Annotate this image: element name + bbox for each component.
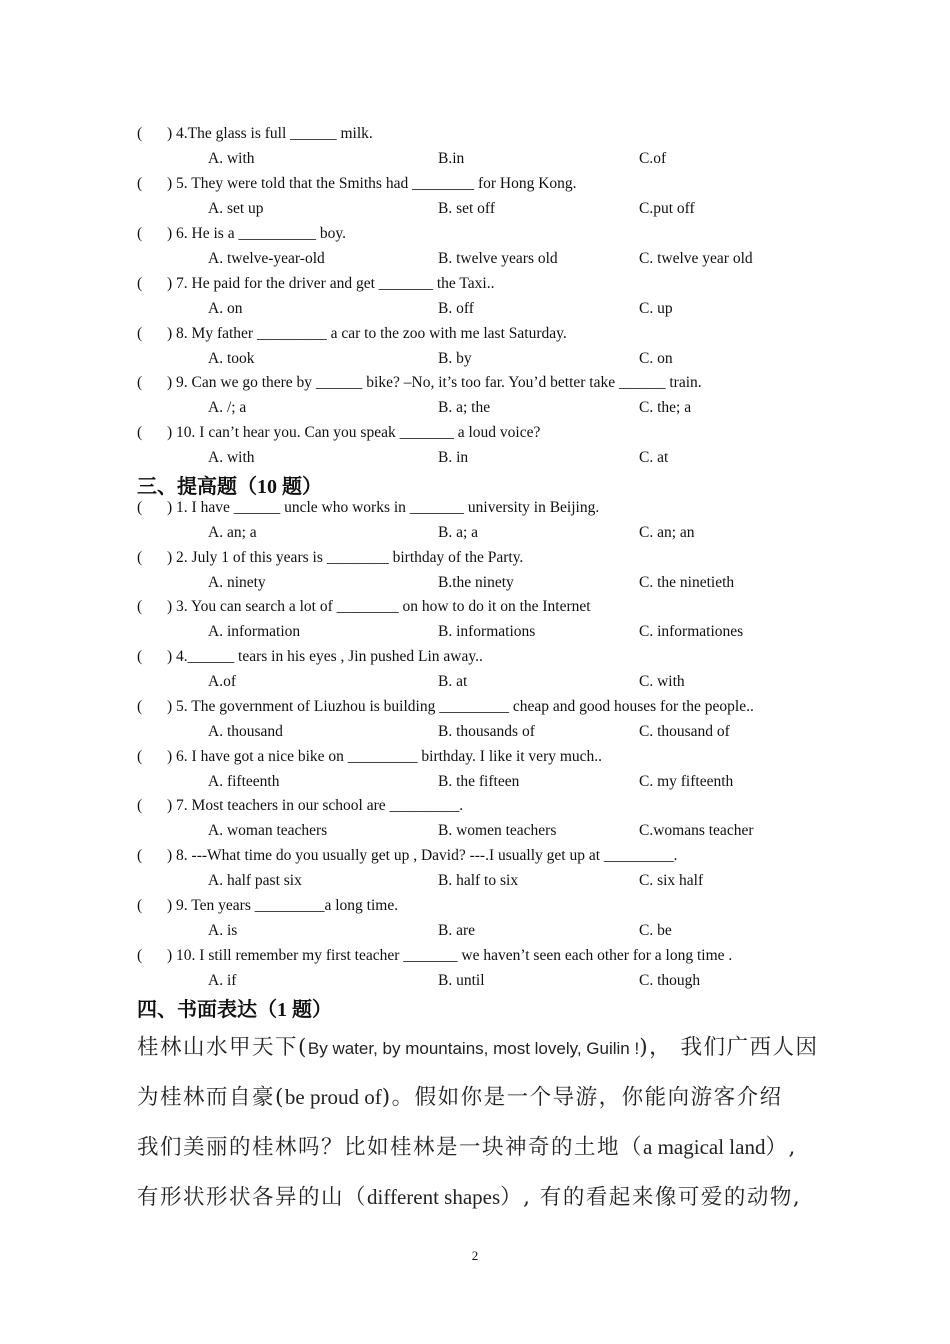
- option-c: C. my fifteenth: [639, 773, 734, 790]
- option-a: A. on: [208, 300, 243, 317]
- question-stem: ( ) 9. Can we go there by ______ bike? –No, it’s too far. You’d better take ______ train.: [137, 374, 702, 391]
- answer-blank: (: [137, 225, 143, 242]
- question-stem: ( ) 8. ---What time do you usually get up , David? ---.I usually get up at _________.: [137, 847, 678, 864]
- answer-blank: (: [137, 424, 143, 441]
- option-a: A. half past six: [208, 872, 302, 889]
- question-stem: ( ) 1. I have ______ uncle who works in _______ university in Beijing.: [137, 499, 600, 516]
- essay-line: 我们美丽的桂林吗？比如桂林是一块神奇的土地（a magical land）,: [137, 1135, 797, 1160]
- answer-blank: (: [137, 125, 143, 142]
- option-b: B. set off: [438, 200, 495, 217]
- answer-blank: (: [137, 698, 143, 715]
- option-c: C. on: [639, 350, 673, 367]
- section-heading: 四、书面表达（1 题）: [137, 999, 332, 1021]
- option-a: A.of: [208, 673, 236, 690]
- option-a: A. thousand: [208, 723, 283, 740]
- option-b: B. thousands of: [438, 723, 535, 740]
- option-b: B. a; the: [438, 399, 491, 416]
- option-b: B. until: [438, 972, 485, 989]
- answer-blank: (: [137, 549, 143, 566]
- option-a: A. an; a: [208, 524, 257, 541]
- question-stem: ( ) 7. He paid for the driver and get _______ the Taxi..: [137, 275, 495, 292]
- option-b: B.in: [438, 150, 465, 167]
- option-c: C. up: [639, 300, 673, 317]
- option-a: A. took: [208, 350, 255, 367]
- option-a: A. twelve-year-old: [208, 250, 325, 267]
- option-c: C. thousand of: [639, 723, 730, 740]
- option-b: B. are: [438, 922, 476, 939]
- option-c: C. six half: [639, 872, 704, 889]
- answer-blank: (: [137, 648, 143, 665]
- option-c: C. with: [639, 673, 685, 690]
- question-stem: ( ) 3. You can search a lot of ________ on how to do it on the Internet: [137, 598, 591, 615]
- option-c: C. the; a: [639, 399, 692, 416]
- option-a: A. ninety: [208, 574, 266, 591]
- option-c: C. an; an: [639, 524, 695, 541]
- option-b: B. half to six: [438, 872, 519, 889]
- option-a: A. if: [208, 972, 237, 989]
- answer-blank: (: [137, 847, 143, 864]
- question-stem: ( ) 6. He is a __________ boy.: [137, 225, 346, 242]
- answer-blank: (: [137, 374, 143, 391]
- answer-blank: (: [137, 947, 143, 964]
- option-a: A. with: [208, 449, 255, 466]
- question-stem: ( ) 10. I still remember my first teacher _______ we haven’t seen each other for a long time .: [137, 947, 733, 964]
- answer-blank: (: [137, 748, 143, 765]
- option-a: A. with: [208, 150, 255, 167]
- question-stem: ( ) 4.______ tears in his eyes , Jin pushed Lin away..: [137, 648, 483, 665]
- option-c: C. at: [639, 449, 669, 466]
- option-b: B. the fifteen: [438, 773, 520, 790]
- option-b: B.the ninety: [438, 574, 514, 591]
- answer-blank: (: [137, 175, 143, 192]
- essay-line: 为桂林而自豪(be proud of)。假如你是一个导游，你能向游客介绍: [137, 1085, 783, 1110]
- option-b: B. a; a: [438, 524, 479, 541]
- essay-line: 桂林山水甲天下(By water, by mountains, most lovely, Guilin !)， 我们广西人因: [137, 1035, 819, 1060]
- option-a: A. information: [208, 623, 301, 640]
- question-stem: ( ) 4.The glass is full ______ milk.: [137, 125, 373, 142]
- question-stem: ( ) 7. Most teachers in our school are _________.: [137, 797, 464, 814]
- option-b: B. women teachers: [438, 822, 557, 839]
- question-stem: ( ) 2. July 1 of this years is ________ birthday of the Party.: [137, 549, 524, 566]
- option-c: C. informationes: [639, 623, 744, 640]
- option-a: A. is: [208, 922, 238, 939]
- question-stem: ( ) 6. I have got a nice bike on _________ birthday. I like it very much..: [137, 748, 603, 765]
- option-b: B. at: [438, 673, 468, 690]
- answer-blank: (: [137, 499, 143, 516]
- answer-blank: (: [137, 797, 143, 814]
- answer-blank: (: [137, 598, 143, 615]
- question-stem: ( ) 10. I can’t hear you. Can you speak _______ a loud voice?: [137, 424, 541, 441]
- option-b: B. in: [438, 449, 469, 466]
- option-b: B. off: [438, 300, 474, 317]
- option-c: C. the ninetieth: [639, 574, 735, 591]
- question-stem: ( ) 9. Ten years _________a long time.: [137, 897, 399, 914]
- option-c: C.of: [639, 150, 667, 167]
- question-stem: ( ) 8. My father _________ a car to the zoo with me last Saturday.: [137, 325, 567, 342]
- option-c: C. though: [639, 972, 701, 989]
- answer-blank: (: [137, 897, 143, 914]
- option-a: A. /; a: [208, 399, 247, 416]
- option-a: A. woman teachers: [208, 822, 328, 839]
- option-a: A. set up: [208, 200, 264, 217]
- option-c: C.put off: [639, 200, 695, 217]
- option-c: C. be: [639, 922, 672, 939]
- option-a: A. fifteenth: [208, 773, 280, 790]
- section-heading: 三、提高题（10 题）: [137, 476, 322, 498]
- option-b: B. informations: [438, 623, 536, 640]
- option-b: B. twelve years old: [438, 250, 558, 267]
- page-number: 2: [471, 1248, 479, 1263]
- option-c: C. twelve year old: [639, 250, 753, 267]
- question-stem: ( ) 5. They were told that the Smiths had ________ for Hong Kong.: [137, 175, 577, 192]
- question-stem: ( ) 5. The government of Liuzhou is building _________ cheap and good houses for the people..: [137, 698, 754, 715]
- option-c: C.womans teacher: [639, 822, 754, 839]
- answer-blank: (: [137, 325, 143, 342]
- answer-blank: (: [137, 275, 143, 292]
- option-b: B. by: [438, 350, 472, 367]
- essay-line: 有形状形状各异的山（different shapes）, 有的看起来像可爱的动物,: [137, 1185, 802, 1210]
